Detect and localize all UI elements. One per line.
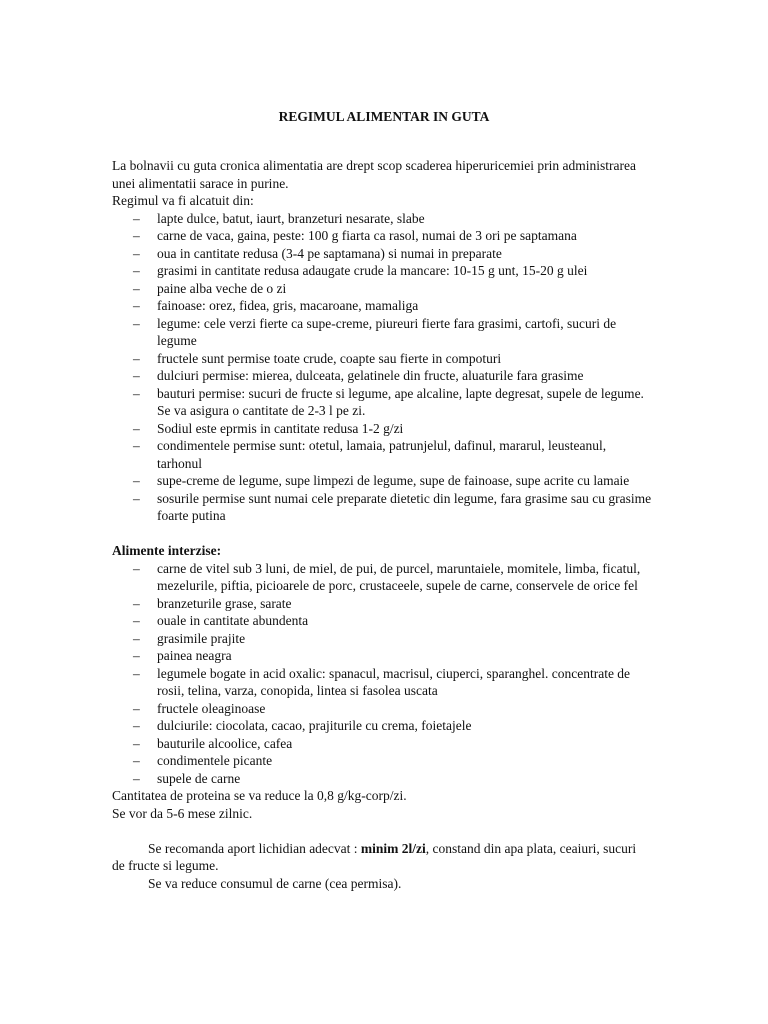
dash-bullet: – bbox=[133, 228, 140, 243]
list-item bbox=[112, 490, 652, 525]
liquid-suffix: , constand din apa plata, ceaiuri, sucuri de fructe si legume. bbox=[112, 840, 637, 873]
liquid-prefix: Se recomanda aport lichidian adecvat : bbox=[148, 840, 361, 856]
list-item bbox=[112, 612, 652, 630]
list-item bbox=[112, 262, 652, 280]
list-item-text: legume: cele verzi fierte ca supe-creme, piureuri fierte fara grasimi, cartofi, sucuri de legume bbox=[157, 315, 617, 348]
protein-line: Cantitatea de proteina se va reduce la 0,8 g/kg-corp/zi. bbox=[112, 788, 407, 803]
list-item bbox=[112, 560, 652, 595]
list-item-text: carne de vaca, gaina, peste: 100 g fiarta ca rasol, numai de 3 ori pe saptamana bbox=[157, 228, 577, 243]
list-item-text: bauturi permise: sucuri de fructe si legume, ape alcaline, lapte degresat, supele de legume. Se va asigura o cantitate de 2-3 l pe zi. bbox=[157, 385, 644, 418]
dash-bullet: – bbox=[133, 648, 140, 663]
list-item bbox=[112, 700, 652, 718]
dash-bullet: – bbox=[133, 438, 140, 453]
list-item bbox=[112, 297, 652, 315]
spacer bbox=[112, 822, 652, 840]
dash-bullet: – bbox=[133, 735, 140, 751]
meat-reduction-line: Se va reduce consumul de carne (cea permisa). bbox=[148, 875, 402, 891]
list-item bbox=[112, 717, 652, 735]
dash-bullet: – bbox=[133, 280, 140, 296]
document-body bbox=[112, 157, 652, 892]
dash-bullet: – bbox=[133, 613, 140, 628]
dash-bullet: – bbox=[133, 315, 140, 331]
list-item-text: paine alba veche de o zi bbox=[157, 280, 287, 296]
list-item bbox=[112, 350, 652, 368]
list-item bbox=[112, 472, 652, 490]
list-item-text: fructele oleaginoase bbox=[157, 700, 266, 716]
list-item-text: legumele bogate in acid oxalic: spanacul, macrisul, ciuperci, sparanghel. concentrate de rosii, telina, varza, conopida, lintea si fasolea uscata bbox=[157, 665, 631, 698]
liquid-recommendation bbox=[112, 840, 652, 875]
list-item-text: branzeturile grase, sarate bbox=[157, 595, 292, 611]
list-item bbox=[112, 280, 652, 298]
dash-bullet: – bbox=[133, 385, 140, 401]
dash-bullet: – bbox=[133, 700, 140, 716]
list-item-text: fainoase: orez, fidea, gris, macaroane, mamaliga bbox=[157, 298, 419, 313]
meals-line: Se vor da 5-6 mese zilnic. bbox=[112, 805, 253, 821]
dash-bullet: – bbox=[133, 753, 140, 768]
list-item bbox=[112, 210, 652, 228]
list-item bbox=[112, 245, 652, 263]
list-item bbox=[112, 367, 652, 385]
list-item bbox=[112, 420, 652, 438]
dash-bullet: – bbox=[133, 350, 140, 366]
list-item bbox=[112, 735, 652, 753]
list-item bbox=[112, 647, 652, 665]
list-item-text: condimentele permise sunt: otetul, lamaia, patrunjelul, dafinul, mararul, leusteanul, tarhonul bbox=[157, 438, 607, 471]
dash-bullet: – bbox=[133, 665, 140, 681]
regime-label: Regimul va fi alcatuit din: bbox=[112, 193, 254, 208]
list-item bbox=[112, 315, 652, 350]
dash-bullet: – bbox=[133, 298, 140, 313]
dash-bullet: – bbox=[133, 420, 140, 436]
dash-bullet: – bbox=[133, 490, 140, 506]
list-item bbox=[112, 437, 652, 472]
list-item-text: grasimile prajite bbox=[157, 630, 246, 646]
list-item-text: fructele sunt permise toate crude, coapte sau fierte in compoturi bbox=[157, 350, 502, 366]
dash-bullet: – bbox=[133, 560, 140, 576]
list-item bbox=[112, 770, 652, 788]
dash-bullet: – bbox=[133, 245, 140, 261]
list-item-text: Sodiul este eprmis in cantitate redusa 1-2 g/zi bbox=[157, 420, 404, 436]
list-item-text: dulciurile: ciocolata, cacao, prajiturile cu crema, foietajele bbox=[157, 718, 472, 733]
list-item bbox=[112, 665, 652, 700]
list-item-text: condimentele picante bbox=[157, 753, 273, 768]
dash-bullet: – bbox=[133, 630, 140, 646]
dash-bullet: – bbox=[133, 595, 140, 611]
dash-bullet: – bbox=[133, 473, 140, 488]
dash-bullet: – bbox=[133, 718, 140, 733]
list-item bbox=[112, 227, 652, 245]
list-item bbox=[112, 630, 652, 648]
spacer bbox=[112, 525, 652, 543]
list-item bbox=[112, 595, 652, 613]
list-item-text: bauturile alcoolice, cafea bbox=[157, 735, 293, 751]
intro-paragraph: La bolnavii cu guta cronica alimentatia are drept scop scaderea hiperuricemiei prin administrarea unei alimentatii sarace in purine. bbox=[112, 158, 637, 191]
dash-bullet: – bbox=[133, 368, 140, 383]
list-item-text: sosurile permise sunt numai cele preparate dietetic din legume, fara grasime sau cu grasime foarte putina bbox=[157, 490, 652, 523]
forbidden-heading: Alimente interzise: bbox=[112, 543, 222, 558]
allowed-foods-list bbox=[112, 210, 652, 525]
list-item-text: painea neagra bbox=[157, 648, 232, 663]
list-item-text: grasimi in cantitate redusa adaugate crude la mancare: 10-15 g unt, 15-20 g ulei bbox=[157, 263, 588, 278]
list-item bbox=[112, 752, 652, 770]
forbidden-foods-list bbox=[112, 560, 652, 788]
list-item bbox=[112, 385, 652, 420]
document-title: REGIMUL ALIMENTAR IN GUTA bbox=[278, 109, 490, 124]
list-item-text: supe-creme de legume, supe limpezi de legume, supe de fainoase, supe acrite cu lamaie bbox=[157, 473, 630, 488]
liquid-amount: minim 2l/zi bbox=[360, 840, 426, 856]
list-item-text: carne de vitel sub 3 luni, de miel, de pui, de purcel, maruntaiele, momitele, limba, ficatul, mezelurile, piftia, picioarele de porc, crustaceele, supele de carne, conservele de orice fel bbox=[157, 560, 641, 593]
dash-bullet: – bbox=[133, 210, 140, 226]
list-item-text: oua in cantitate redusa (3-4 pe saptamana) si numai in preparate bbox=[157, 245, 502, 261]
list-item-text: dulciuri permise: mierea, dulceata, gelatinele din fructe, aluaturile fara grasime bbox=[157, 368, 584, 383]
list-item-text: ouale in cantitate abundenta bbox=[157, 613, 309, 628]
dash-bullet: – bbox=[133, 263, 140, 278]
dash-bullet: – bbox=[133, 770, 140, 786]
list-item-text: lapte dulce, batut, iaurt, branzeturi nesarate, slabe bbox=[157, 210, 425, 226]
list-item-text: supele de carne bbox=[157, 770, 241, 786]
